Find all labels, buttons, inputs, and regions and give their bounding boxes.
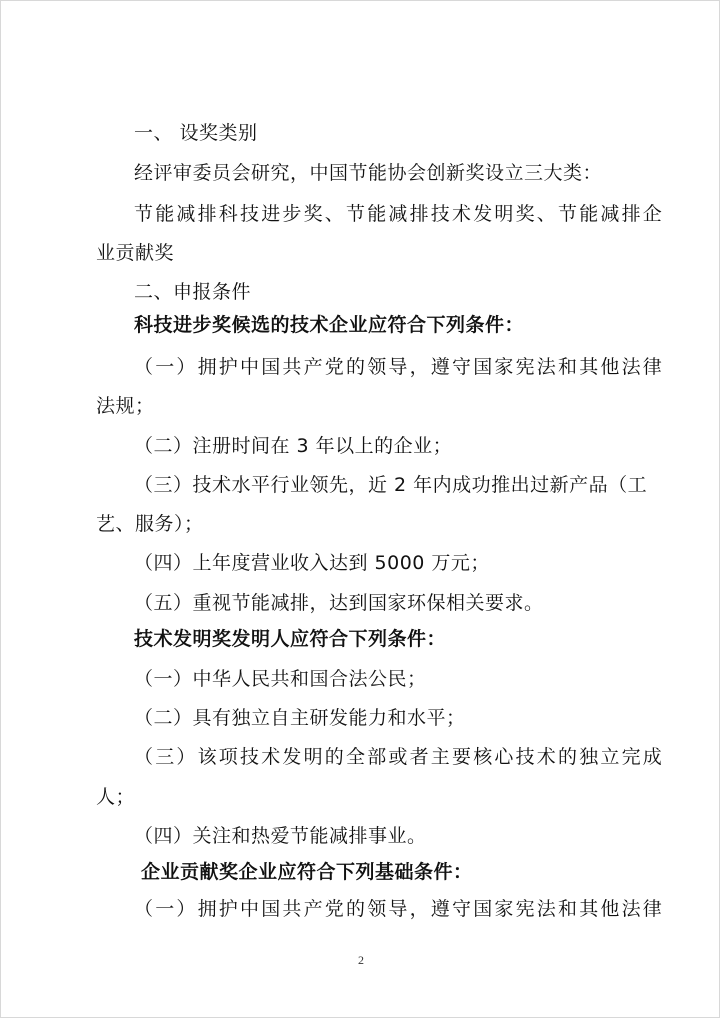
list-item: （一）拥护中国共产党的领导，遵守国家宪法和其他法律 — [134, 898, 665, 920]
list-item: （二）具有独立自主研发能力和水平； — [134, 707, 466, 729]
list-item: （四）关注和热爱节能减排事业。 — [134, 825, 427, 847]
invention-heading: 技术发明奖发明人应符合下列条件： — [134, 628, 447, 650]
page-number: 2 — [358, 953, 364, 967]
list-item: （一）拥护中国共产党的领导，遵守国家宪法和其他法律 — [134, 356, 665, 378]
tech-progress-heading: 科技进步奖候选的技术企业应符合下列条件： — [134, 314, 525, 336]
section1-intro: 经评审委员会研究，中国节能协会创新奖设立三大类： — [134, 162, 603, 184]
enterprise-heading: 企业贡献奖企业应符合下列基础条件： — [141, 861, 473, 883]
list-item: 法规； — [96, 395, 155, 417]
list-item: 艺、服务）； — [96, 513, 204, 535]
list-item: （三）技术水平行业领先，近 2 年内成功推出过新产品（工 — [134, 474, 648, 496]
section1-title: 一、 设奖类别 — [134, 122, 258, 144]
list-item: （二）注册时间在 3 年以上的企业； — [134, 435, 453, 457]
list-item: 人； — [96, 786, 136, 808]
section2-title: 二、申报条件 — [134, 281, 252, 303]
list-item: （一）中华人民共和国合法公民； — [134, 668, 427, 690]
section1-categories-line1: 节能减排科技进步奖、节能减排技术发明奖、节能减排企 — [134, 203, 665, 225]
section1-categories-line2: 业贡献奖 — [96, 242, 175, 264]
list-item: （三）该项技术发明的全部或者主要核心技术的独立完成 — [134, 746, 665, 768]
list-item: （四）上年度营业收入达到 5000 万元； — [134, 552, 490, 574]
list-item: （五）重视节能减排，达到国家环保相关要求。 — [134, 592, 544, 614]
